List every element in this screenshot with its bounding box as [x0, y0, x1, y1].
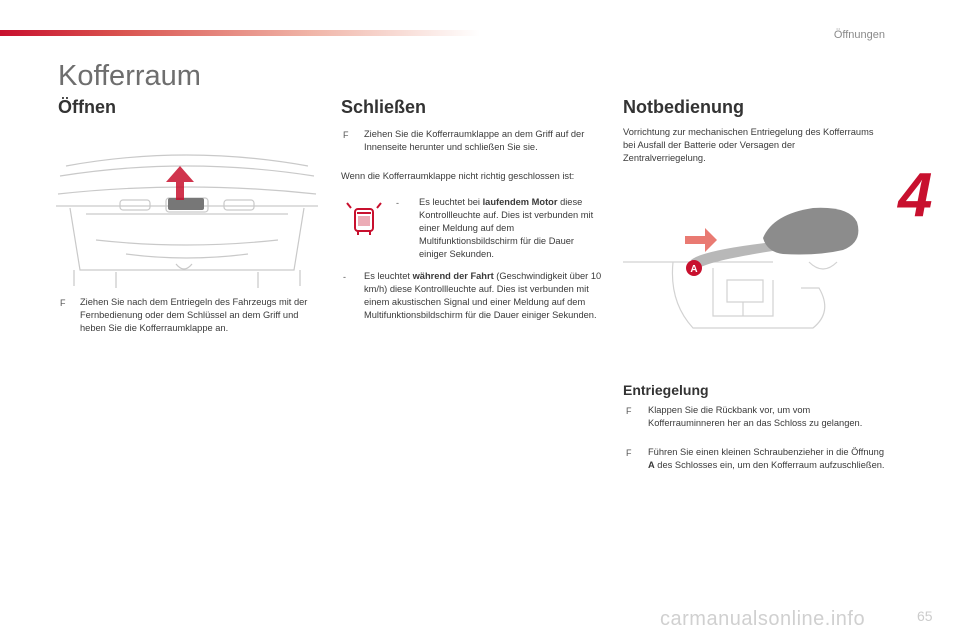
open-instruction: Ziehen Sie nach dem Entriegeln des Fahrzeugs mit der Fernbedienung oder dem Schlüssel an dem Griff und heben Sie die Kofferraumklappe an. — [80, 297, 308, 333]
chapter-number: 4 — [898, 161, 933, 230]
callout-a-label: A — [690, 264, 698, 275]
emergency-description: Vorrichtung zur mechanischen Entriegelung des Kofferraums bei Ausfall der Batterie oder Versagen der Zentralverriegelung. — [623, 127, 874, 163]
heading-open: Öffnen — [58, 97, 116, 117]
page-number: 65 — [917, 608, 933, 624]
page-title: Kofferraum — [58, 60, 201, 92]
bullet-marker: F — [60, 298, 66, 308]
bullet-marker: F — [626, 448, 632, 458]
unlock-step-1: Klappen Sie die Rückbank vor, um vom Kofferrauminneren her an das Schloss zu gelangen. — [648, 405, 863, 428]
header-accent-bar — [0, 30, 480, 36]
heading-emergency: Notbedienung — [623, 97, 744, 117]
dash-marker: - — [396, 198, 399, 208]
close-warning-driving: Es leuchtet während der Fahrt (Geschwindigkeit über 10 km/h) diese Kontrollleuchte auf. Dies ist verbunden mit einem akustischen Signal und einer Meldung auf dem Multifunktionsbildschirm für die Dauer einiger Sekunden. — [364, 271, 602, 320]
dash-marker: - — [343, 272, 346, 282]
close-warning-engine: Es leuchtet bei laufendem Motor diese Kontrollleuchte auf. Dies ist verbunden mit einer Meldung auf dem Multifunktionsbildschirm für die Dauer einiger Sekunden. — [419, 197, 594, 259]
heading-unlock: Entriegelung — [623, 382, 709, 398]
heading-close: Schließen — [341, 97, 427, 117]
bullet-marker: F — [343, 130, 349, 140]
close-instruction: Ziehen Sie die Kofferraumklappe an dem Griff auf der Innenseite herunter und schließen Sie sie. — [364, 129, 585, 152]
lock-release-illustration — [623, 192, 885, 338]
watermark: carmanualsonline.info — [660, 608, 866, 630]
bullet-marker: F — [626, 406, 632, 416]
close-intro: Wenn die Kofferraumklappe nicht richtig geschlossen ist: — [341, 171, 575, 181]
trunk-exterior-illustration — [56, 142, 318, 288]
trunk-open-warning-icon — [344, 200, 384, 236]
section-title: Öffnungen — [833, 29, 885, 41]
unlock-step-2: Führen Sie einen kleinen Schraubenzieher in die Öffnung A des Schlosses ein, um den Kofferraum aufzuschließen. — [648, 447, 885, 470]
